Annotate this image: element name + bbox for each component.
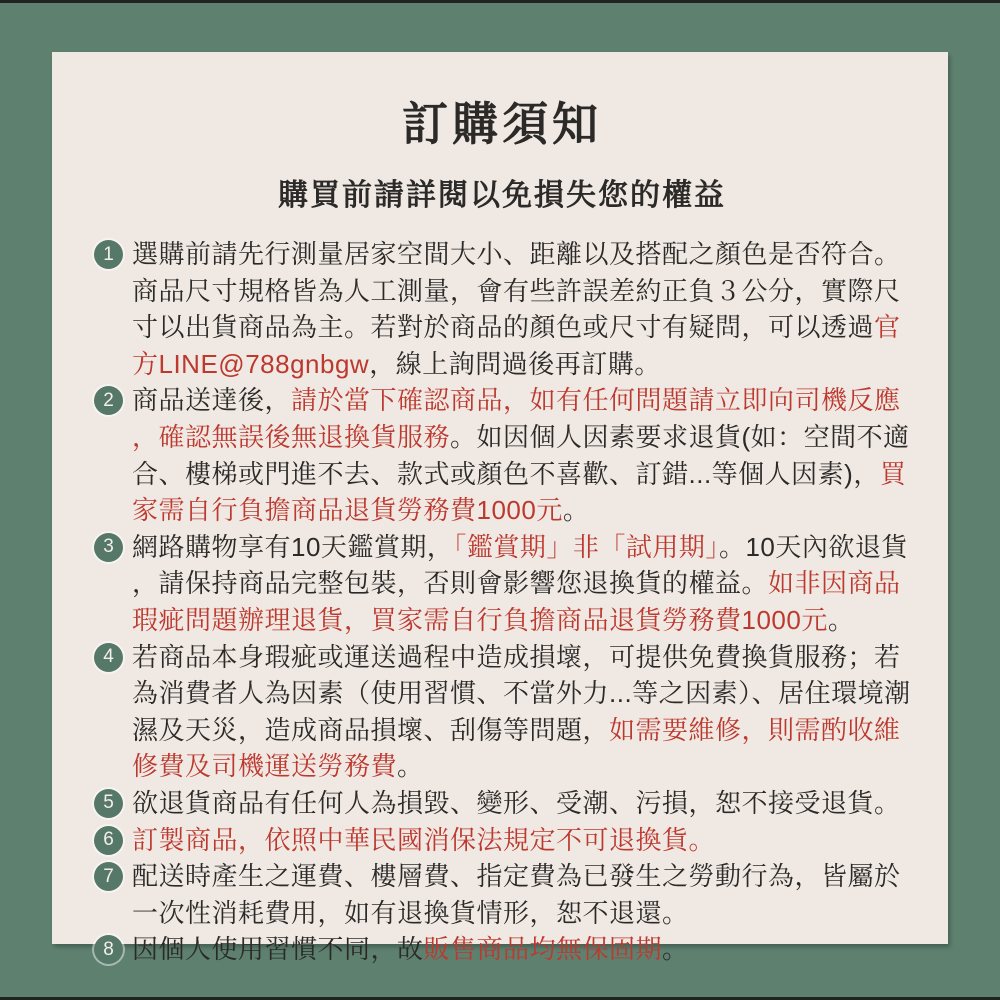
- notice-text-segment: 。: [827, 604, 855, 635]
- notice-text-segment: 。: [397, 751, 424, 782]
- item-number-badge: 3: [94, 533, 123, 562]
- item-number-badge: 2: [94, 386, 123, 415]
- notice-text: [132, 639, 912, 785]
- page-title: 訂購須知: [402, 98, 602, 150]
- item-number-badge: 5: [94, 789, 123, 818]
- notice-item: [94, 529, 912, 639]
- notice-text: [132, 382, 912, 528]
- notice-panel: [52, 52, 948, 965]
- notice-text-segment: 因個人使用習慣不同，故: [132, 934, 424, 965]
- item-number-badge: 7: [94, 862, 123, 891]
- notice-text-segment: 官方LINE@788gnbgw: [132, 312, 901, 379]
- notice-text: [132, 822, 912, 859]
- notice-text-segment: 「鑑賞期」非「試用期」: [453, 531, 719, 562]
- item-number-badge: 4: [94, 643, 123, 672]
- notice-text-segment: 。: [662, 934, 689, 965]
- notice-item: [94, 382, 912, 528]
- notice-item: [94, 785, 912, 822]
- notice-text-segment: 販售商品均無保固期: [423, 934, 663, 965]
- notice-text-segment: 。: [562, 495, 590, 526]
- notice-text-segment: 網路購物享有10天鑑賞期，: [132, 531, 454, 562]
- notice-text-segment: 若商品本身瑕疵或運送過程中造成損壞，可提供免費換貨服務；若為消費者人為因素（使用習慣、不當外力...等之因素）、居住環境潮濕及天災，造成商品損壞、刮傷等問題，: [132, 641, 911, 745]
- notice-text-segment: 訂製商品，依照中華民國消保法規定不可退換貨。: [132, 824, 716, 855]
- notice-text-segment: 買家需自行負擔商品退貨勞務費1000元: [132, 458, 907, 526]
- notice-item: [94, 236, 912, 382]
- notice-text-segment: 商品送達後，: [132, 385, 292, 416]
- page-subtitle: 購買前請詳閱以免損失您的權益: [278, 179, 726, 212]
- item-number-badge: 1: [94, 240, 123, 269]
- notice-text: [132, 236, 912, 382]
- notice-text-segment: 。10天內欲退貨，請保持商品完整包裝，否則會影響您退換貨的權益。: [132, 531, 908, 599]
- top-edge-line: [0, 0, 1000, 3]
- notice-item: [94, 822, 912, 859]
- notice-text-segment: ，線上詢問過後再訂購。: [369, 348, 661, 379]
- notice-text: [132, 529, 912, 639]
- notice-text: [132, 785, 912, 822]
- item-number-badge: 8: [94, 935, 123, 964]
- notice-list: [94, 236, 912, 968]
- notice-text: [132, 858, 912, 931]
- notice-text: [132, 931, 912, 968]
- notice-item: [94, 639, 912, 785]
- notice-text-segment: 配送時產生之運費、樓層費、指定費為已發生之勞動行為，皆屬於一次性消耗費用，如有退換貨情形，恕不退還。: [132, 861, 901, 928]
- notice-text-segment: 如非因商品瑕疵問題辦理退貨，買家需自行負擔商品退貨勞務費1000元: [132, 568, 901, 635]
- notice-text-segment: 欲退貨商品有任何人為損毀、變形、受潮、污損，恕不接受退貨。: [132, 787, 901, 818]
- item-number-badge: 6: [94, 826, 123, 855]
- notice-text-segment: 。如因個人因素要求退貨(如：空間不適合、樓梯或門進不去、款式或顏色不喜歡、訂錯...等個人因素)，: [132, 421, 910, 489]
- notice-text-segment: 選購前請先行測量居家空間大小、距離以及搭配之顏色是否符合。商品尺寸規格皆為人工測量，會有些許誤差約正負３公分，實際尺寸以出貨商品為主。若對於商品的顏色或尺寸有疑問，可以透過: [132, 239, 901, 343]
- notice-text-segment: 如需要維修，則需酌收維修費及司機運送勞務費: [132, 714, 901, 782]
- notice-item: [94, 931, 912, 968]
- notice-text-segment: 請於當下確認商品，如有任何問題請立即向司機反應，確認無誤後無退換貨服務: [132, 385, 901, 452]
- notice-item: [94, 858, 912, 931]
